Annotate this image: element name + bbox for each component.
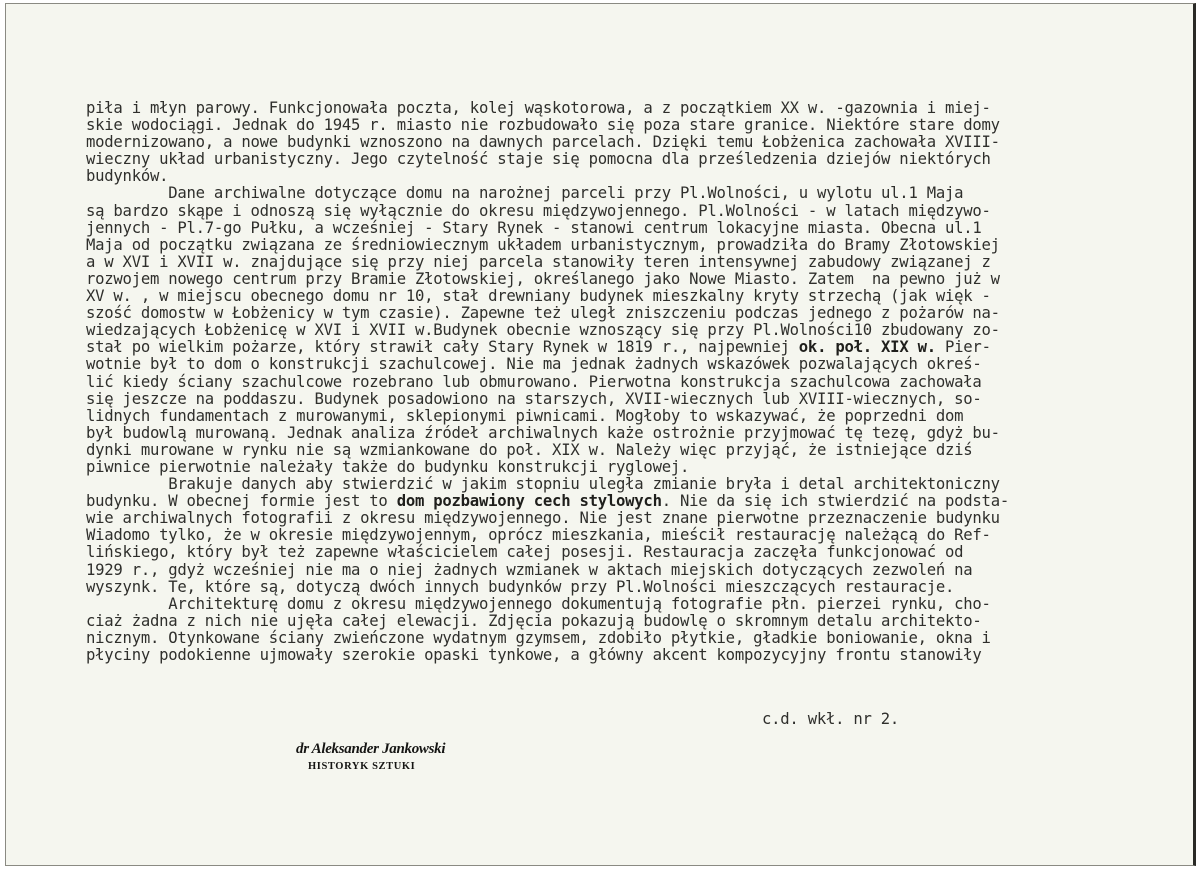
document-page [5,3,1196,866]
text-line: dynki murowane w rynku nie są wzmiankowane do poł. XIX w. Należy więc przyjąć, że istniejące dziś [86,440,973,459]
stamp-author-title: HISTORYK SZTUKI [308,761,416,772]
stamp-author-name: dr Aleksander Jankowski [296,741,446,757]
text-line: lińskiego, który był też zapewne właścicielem całej posesji. Restauracja zaczęła funkcjonować od [86,543,964,562]
text-line [86,339,1009,356]
text-line: wie archiwalnych fotografii z okresu międzywojennego. Nie jest znane pierwotne przeznaczenie budynku [86,509,1000,528]
emphasized-phrase: dom pozbawiony cech stylowych [396,492,662,511]
text-line: Maja od początku związana ze średniowiecznym układem urbanistycznym, prowadziła do Bramy Złotowskiej [86,235,1000,254]
text-line: Dane archiwalne dotyczące domu na narożnej parceli przy Pl.Wolności, u wylotu ul.1 Maja [86,184,964,203]
continued-note: c.d. wkł. nr 2. [762,710,900,728]
text-segment: stał po wielkim pożarze, który strawił cały Stary Rynek w 1819 r., najpewniej [86,338,799,357]
text-line: rozwojem nowego centrum przy Bramie Złotowskiej, określanego jako Nowe Miasto. Zatem na pewno już w [86,269,1000,288]
text-line [86,493,1009,510]
text-line: 1929 r., gdyż wcześniej nie ma o niej żadnych wzmianek w aktach miejskich dotyczących zezwoleń na [86,560,973,579]
text-line: lić kiedy ściany szachulcowe rozebrano lub obmurowano. Pierwotna konstrukcja szachulcowa zachowała [86,372,982,391]
text-segment: budynku. W obecnej formie jest to [86,492,397,511]
text-line: są bardzo skąpe i odnoszą się wyłącznie do okresu międzywojennego. Pl.Wolności - w latach międzywo- [86,201,991,220]
text-line: wyszynk. Te, które są, dotyczą dwóch innych budynków przy Pl.Wolności mieszczących restauracje. [86,577,955,596]
text-line: budynków. [86,167,169,186]
text-line: Wiadomo tylko, że w okresie międzywojennym, oprócz mieszkania, mieścił restaurację należącą do Ref- [86,526,991,545]
text-line: płyciny podokienne ujmowały szerokie opaski tynkowe, a główny akcent kompozycyjny frontu stanowiły [86,646,982,664]
typescript-text [86,100,1009,664]
text-line: był budowlą murowaną. Jednak analiza źródeł archiwalnych każe ostrożnie przyjmować tę tezę, gdyż bu- [86,423,1000,442]
text-segment: . Nie da się ich stwierdzić na podsta- [661,492,1009,511]
text-line: Brakuje danych aby stwierdzić w jakim stopniu uległa zmianie bryła i detal architektoniczny [86,475,1000,494]
text-line: piwnice pierwotnie należały także do budynku konstrukcji ryglowej. [86,457,690,476]
text-line: piła i młyn parowy. Funkcjonowała poczta, kolej wąskotorowa, a z początkiem XX w. -gazownia i miej- [86,99,991,117]
text-line: ciaż żadna z nich nie ujęła całej elewacji. Zdjęcia pokazują budowlę o skromnym detalu architekto- [86,611,982,630]
text-line: wiedzających Łobżenicę w XVI i XVII w.Budynek obecnie wznoszący się przy Pl.Wolności10 zbudowany zo- [86,321,1000,340]
text-line: się jeszcze na poddaszu. Budynek posadowiono na starszych, XVII-wiecznych lub XVIII-wiecznych, so- [86,389,982,408]
text-line: wieczny układ urbanistyczny. Jego czytelność staje się pomocna dla prześledzenia dziejów niektórych [86,150,991,169]
emphasized-phrase: ok. poł. XIX w. [798,338,936,357]
text-line: nicznym. Otynkowane ściany zwieńczone wydatnym gzymsem, zdobiło płytkie, gładkie boniowanie, okna i [86,628,991,647]
text-line: wotnie był to dom o konstrukcji szachulcowej. Nie ma jednak żadnych wskazówek pozwalających okreś- [86,355,982,374]
text-line: Architekturę domu z okresu międzywojennego dokumentują fotografie płn. pierzei rynku, cho- [86,594,991,613]
text-line: a w XVI i XVII w. znajdujące się przy niej parcela stanowiły teren intensywnej zabudowy związanej z [86,252,991,271]
author-stamp [296,741,445,772]
text-line: szość domostw w Łobżenicy w tym czasie). Zapewne też uległ zniszczeniu podczas jednego z pożarów na- [86,304,1000,323]
text-segment: Pier- [935,338,991,357]
text-line: XV w. , w miejscu obecnego domu nr 10, stał drewniany budynek mieszkalny kryty strzechą (jak więk - [86,287,991,306]
text-line: modernizowano, a nowe budynki wznoszono na dawnych parcelach. Dzięki temu Łobżenica zachowała XVIII- [86,133,1000,152]
text-line: lidnych fundamentach z murowanymi, sklepionymi piwnicami. Mogłoby to wskazywać, że poprzedni dom [86,406,964,425]
text-line: skie wodociągi. Jednak do 1945 r. miasto nie rozbudowało się poza stare granice. Niektóre stare domy [86,116,1000,135]
text-line: jennych - Pl.7-go Pułku, a wcześniej - Stary Rynek - stanowi centrum lokacyjne miasta. Obecna ul.1 [86,218,982,237]
